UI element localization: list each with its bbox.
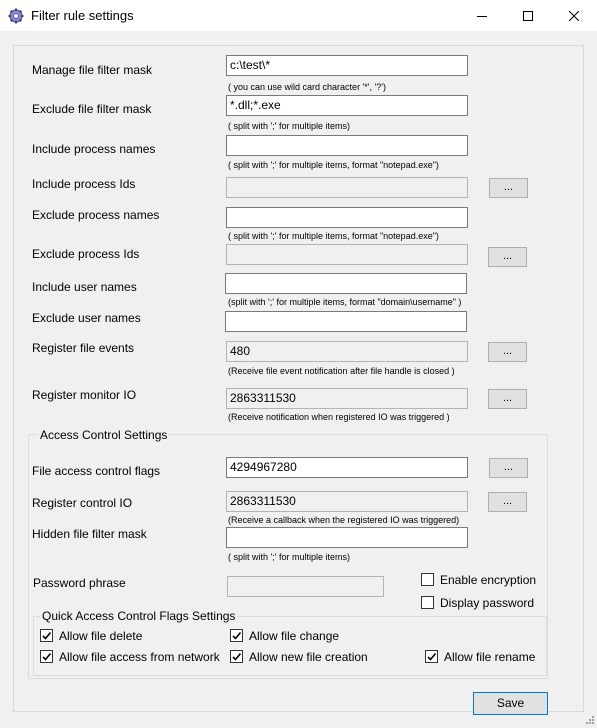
password-input: [227, 576, 384, 597]
checkmark-icon: [231, 651, 242, 662]
register-control-io-input: 2863311530: [226, 491, 468, 512]
register-file-events-browse-button[interactable]: ...: [488, 342, 527, 362]
register-control-io-label: Register control IO: [32, 496, 133, 510]
exclude-mask-label: Exclude file filter mask: [32, 102, 152, 116]
enable-encryption-checkbox[interactable]: [421, 573, 434, 586]
register-control-io-browse-button[interactable]: ...: [488, 492, 527, 512]
quick-flags-group: [33, 616, 547, 676]
allow-file-rename-label: Allow file rename: [444, 650, 536, 664]
include-process-names-hint: ( split with ';' for multiple items, format "notepad.exe"): [228, 160, 439, 170]
allow-network-access-checkbox[interactable]: [40, 650, 53, 663]
hidden-mask-input[interactable]: [226, 527, 468, 548]
maximize-button[interactable]: [505, 0, 551, 31]
register-file-events-input: 480: [226, 341, 468, 362]
exclude-mask-input[interactable]: *.dll;*.exe: [226, 95, 468, 116]
exclude-process-ids-input: [226, 244, 468, 265]
include-process-ids-input: [226, 177, 468, 198]
allow-file-rename-checkbox[interactable]: [425, 650, 438, 663]
exclude-process-names-input[interactable]: [226, 207, 468, 228]
file-access-flags-input[interactable]: 4294967280: [226, 457, 468, 478]
register-monitor-io-browse-button[interactable]: ...: [488, 389, 527, 409]
checkmark-icon: [41, 651, 52, 662]
quick-flags-title: Quick Access Control Flags Settings: [42, 609, 236, 623]
allow-file-delete-checkbox[interactable]: [40, 629, 53, 642]
manage-mask-input[interactable]: c:\test\*: [226, 55, 468, 76]
enable-encryption-label: Enable encryption: [440, 573, 537, 587]
register-file-events-hint: (Receive file event notification after file handle is closed ): [228, 366, 455, 376]
close-button[interactable]: [551, 0, 597, 31]
exclude-process-names-label: Exclude process names: [32, 208, 160, 222]
register-monitor-io-input: 2863311530: [226, 388, 468, 409]
hidden-mask-label: Hidden file filter mask: [32, 527, 147, 541]
allow-file-change-label: Allow file change: [249, 629, 340, 643]
checkmark-icon: [41, 630, 52, 641]
exclude-process-names-hint: ( split with ';' for multiple items, format "notepad.exe"): [228, 231, 439, 241]
access-control-title: Access Control Settings: [40, 428, 168, 442]
register-monitor-io-hint: (Receive notification when registered IO was triggered ): [228, 412, 450, 422]
title-bar: [0, 0, 597, 31]
allow-file-delete-label: Allow file delete: [59, 629, 143, 643]
allow-new-file-checkbox[interactable]: [230, 650, 243, 663]
manage-mask-hint: ( you can use wild card character '*', '?'): [228, 82, 386, 92]
minimize-button[interactable]: [459, 0, 505, 31]
minimize-icon: [477, 11, 487, 21]
close-icon: [569, 11, 579, 21]
include-user-names-label: Include user names: [32, 280, 137, 294]
include-process-ids-browse-button[interactable]: ...: [489, 178, 528, 198]
exclude-process-ids-browse-button[interactable]: ...: [488, 247, 527, 267]
password-label: Password phrase: [33, 576, 126, 590]
checkmark-icon: [231, 630, 242, 641]
allow-file-change-checkbox[interactable]: [230, 629, 243, 642]
window-title: Filter rule settings: [31, 8, 134, 23]
include-process-names-input[interactable]: [226, 135, 468, 156]
exclude-user-names-label: Exclude user names: [32, 311, 141, 325]
hidden-mask-hint: ( split with ';' for multiple items): [228, 552, 350, 562]
file-access-flags-browse-button[interactable]: ...: [489, 458, 528, 478]
exclude-mask-hint: ( split with ';' for multiple items): [228, 121, 350, 131]
include-process-ids-label: Include process Ids: [32, 177, 136, 191]
file-access-flags-label: File access control flags: [32, 464, 161, 478]
resize-grip-icon[interactable]: [583, 713, 595, 725]
include-user-names-hint: (split with ';' for multiple items, format "domain\username" ): [228, 297, 462, 307]
register-file-events-label: Register file events: [32, 341, 135, 355]
include-user-names-input[interactable]: [225, 273, 467, 294]
display-password-label: Display password: [440, 596, 535, 610]
checkmark-icon: [426, 651, 437, 662]
exclude-process-ids-label: Exclude process Ids: [32, 247, 140, 261]
save-button[interactable]: Save: [473, 692, 548, 715]
display-password-checkbox[interactable]: [421, 596, 434, 609]
gear-icon: [8, 8, 24, 24]
exclude-user-names-input[interactable]: [225, 311, 467, 332]
maximize-icon: [523, 11, 533, 21]
allow-network-access-label: Allow file access from network: [59, 650, 220, 664]
manage-mask-label: Manage file filter mask: [32, 63, 153, 77]
allow-new-file-label: Allow new file creation: [249, 650, 368, 664]
include-process-names-label: Include process names: [32, 142, 156, 156]
register-monitor-io-label: Register monitor IO: [32, 388, 137, 402]
register-control-io-hint: (Receive a callback when the registered IO was triggered): [228, 515, 460, 525]
